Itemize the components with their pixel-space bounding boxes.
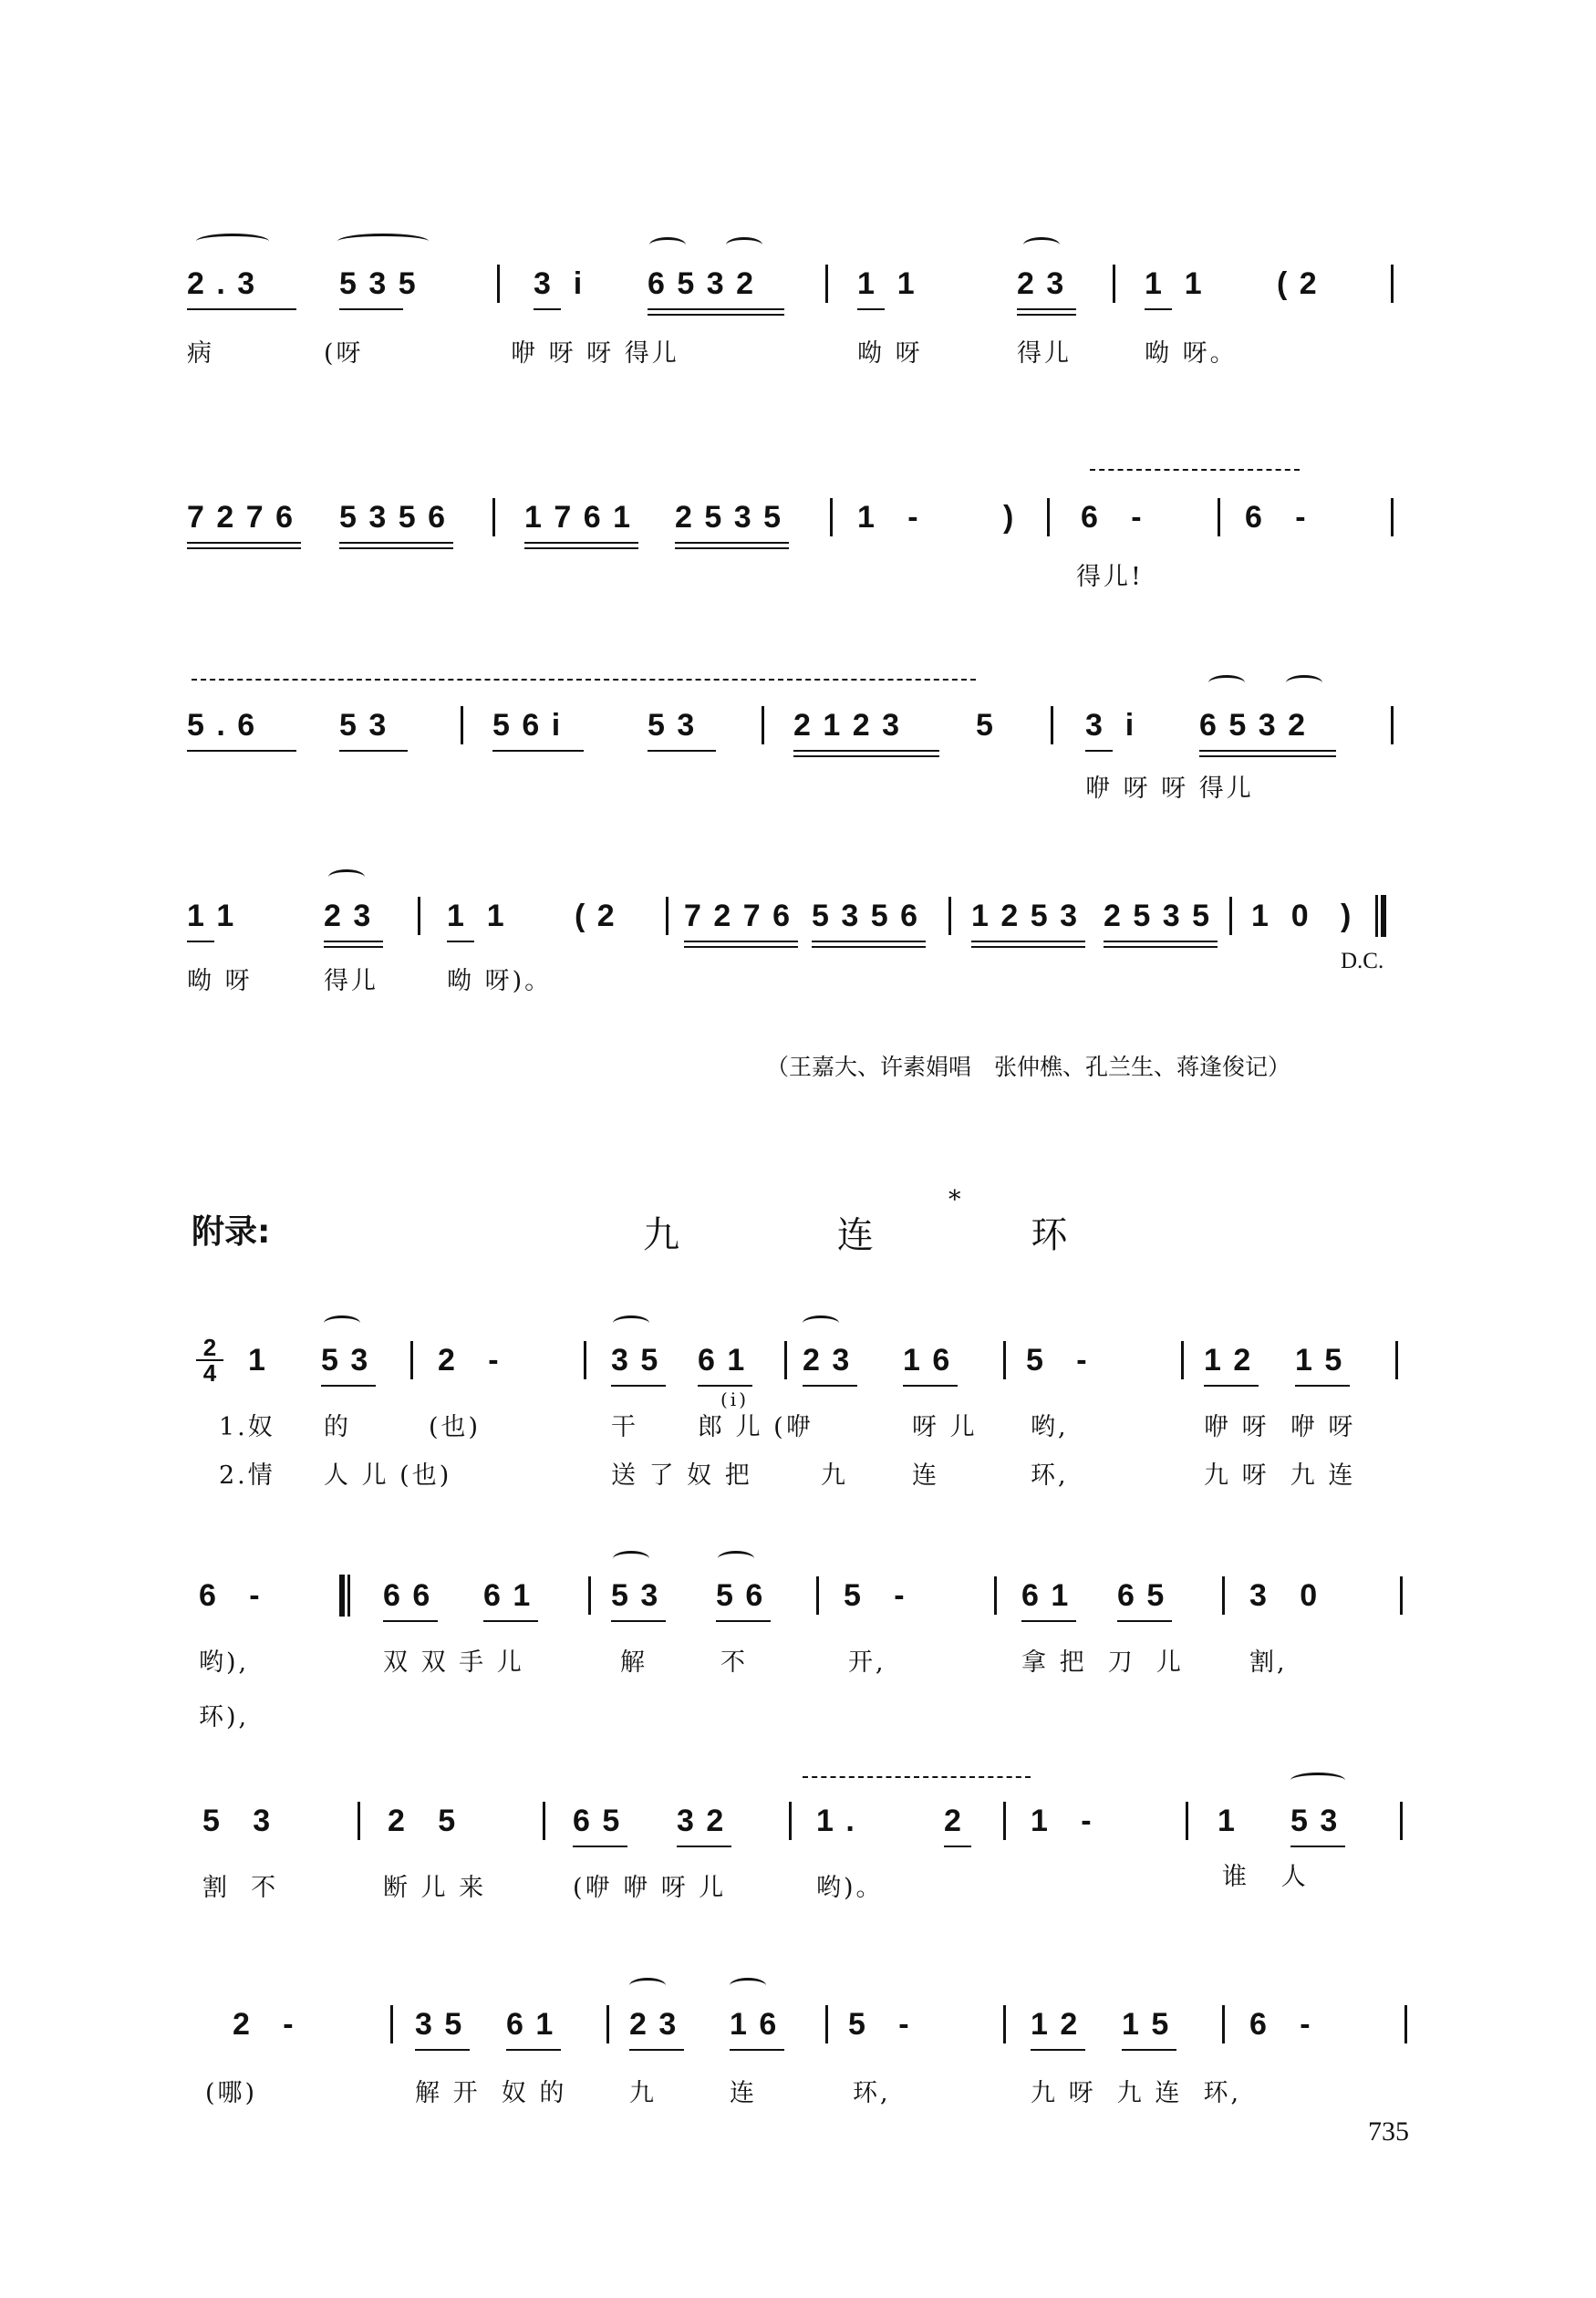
lyric-verse1: (也): [429, 1413, 482, 1441]
barline: [1229, 897, 1232, 935]
barline: [666, 897, 668, 935]
barline: [1400, 1576, 1403, 1615]
underline: [506, 2049, 561, 2051]
note-group: 5 3 5 6: [339, 500, 447, 535]
barline: [1400, 1802, 1403, 1840]
underline: [1017, 308, 1076, 310]
lyric-verse1: 双 双 手 儿: [383, 1648, 524, 1677]
slur: [803, 1315, 839, 1331]
lyric-verse1: 割,: [1249, 1648, 1288, 1677]
underline: [1021, 1620, 1076, 1622]
note-group: 3 2: [677, 1804, 726, 1838]
note-group: 1 1: [1145, 266, 1204, 301]
underline: [1085, 750, 1113, 752]
slur-dashed: [803, 1776, 1031, 1778]
note-group: 6 1: [506, 2007, 555, 2042]
lyric-verse1: 咿 呀 咿 呀: [1204, 1413, 1356, 1441]
lyric: 病: [187, 339, 214, 368]
lyric: 得儿: [324, 967, 378, 995]
lyric: 九 呀 九 连 环,: [1031, 2079, 1242, 2107]
barline: [1186, 1802, 1188, 1840]
note-group: 1 .: [816, 1804, 856, 1838]
note-group: 5 3 5: [339, 266, 418, 301]
note-group: 5 3: [1290, 1804, 1340, 1838]
underline: [339, 750, 408, 752]
barline: [1391, 498, 1394, 536]
underline: [339, 308, 403, 310]
barline: [358, 1802, 360, 1840]
barline: [1113, 265, 1115, 303]
barline: [825, 265, 828, 303]
note-group: 2 3: [1017, 266, 1066, 301]
note-group: 1 6: [730, 2007, 779, 2042]
slur: [196, 234, 269, 249]
note-group: ( 2: [575, 899, 617, 933]
underline: [1017, 314, 1076, 316]
note-group: 1: [1218, 1804, 1237, 1838]
lyric: 谁 人: [1222, 1863, 1309, 1891]
underline: [1290, 1846, 1345, 1847]
barline: [825, 2005, 828, 2043]
underline: [812, 941, 926, 942]
underline: [971, 941, 1085, 942]
note-group: 6 5: [1117, 1578, 1166, 1613]
slur: [718, 1551, 754, 1566]
underline: [857, 308, 885, 310]
underline: [339, 547, 453, 549]
underline: [611, 1620, 666, 1622]
underline: [187, 750, 296, 752]
note-group: 6 1: [483, 1578, 533, 1613]
note-group: 6 -: [1249, 2007, 1312, 2042]
barline: [784, 1341, 787, 1379]
barline: [948, 897, 951, 935]
note-group: 6 6: [383, 1578, 432, 1613]
underline: [524, 542, 638, 544]
note-group: 5 6 i: [492, 708, 563, 743]
note-group: 1 0: [1251, 899, 1311, 933]
underline: [1295, 1385, 1350, 1387]
underline: [573, 1846, 627, 1847]
barline: [1391, 706, 1394, 744]
note-group: 3 0: [1249, 1578, 1320, 1613]
barline: [1181, 1341, 1184, 1379]
slur: [324, 1315, 360, 1331]
note-group: 2 . 3: [187, 266, 257, 301]
slur: [337, 234, 429, 249]
note-group: 5 3: [202, 1804, 273, 1838]
underline: [187, 547, 301, 549]
note-group: 3 i: [1085, 708, 1136, 743]
barline: [606, 2005, 609, 2043]
lyric: 呦 呀: [857, 339, 923, 368]
underline: [971, 946, 1085, 948]
lyric-verse1: 1.奴: [219, 1413, 275, 1441]
note-group: 5 3: [321, 1343, 370, 1378]
time-signature-top: 2: [202, 1334, 217, 1361]
barline: [830, 498, 833, 536]
underline: [684, 946, 798, 948]
note-group: 1 5: [1122, 2007, 1171, 2042]
time-signature: [196, 1334, 223, 1387]
note-group: ): [1003, 500, 1016, 535]
note-group: 2 3: [803, 1343, 852, 1378]
annotation: (i): [720, 1388, 750, 1410]
start-repeat-sign: [337, 1575, 350, 1617]
note-group: 5 3 5 6: [812, 899, 919, 933]
slur: [649, 237, 686, 253]
note-group: 6 5 3 2: [1199, 708, 1307, 743]
note-group: 1 1: [447, 899, 506, 933]
barline: [1391, 265, 1394, 303]
lyric: 环,: [853, 2079, 891, 2107]
slur-dashed: [192, 679, 976, 681]
barline: [543, 1802, 545, 1840]
note-group: 6 5 3 2: [648, 266, 755, 301]
underline: [1145, 308, 1172, 310]
underline: [483, 1620, 538, 1622]
note-group: 6 -: [1245, 500, 1308, 535]
note-group: 6 -: [199, 1578, 262, 1613]
barline: [584, 1341, 586, 1379]
underline: [321, 1385, 376, 1387]
note-group: 1 -: [1031, 1804, 1093, 1838]
underline: [812, 946, 926, 948]
lyric-verse2: 连: [912, 1461, 939, 1490]
lyric-verse1: 呀 儿: [912, 1413, 978, 1441]
lyric: 九: [629, 2079, 657, 2107]
note-group: 7 2 7 6: [187, 500, 295, 535]
note-group: 5: [976, 708, 995, 743]
note-group: 3 i: [534, 266, 585, 301]
underline: [1104, 941, 1218, 942]
barline: [1222, 1576, 1225, 1615]
note-group: 5 3: [611, 1578, 660, 1613]
underline: [677, 1846, 731, 1847]
barline: [1222, 2005, 1225, 2043]
note-group: 7 2 7 6: [684, 899, 792, 933]
barline: [1003, 1341, 1006, 1379]
lyric: 断 儿 来: [383, 1874, 487, 1902]
barline: [1404, 2005, 1407, 2043]
time-signature-bottom: 4: [202, 1359, 217, 1387]
lyric-verse2: 九: [821, 1461, 848, 1490]
underline: [447, 941, 474, 942]
note-group: 5 6: [716, 1578, 765, 1613]
underline: [1104, 946, 1218, 948]
note-group: 2 -: [438, 1343, 501, 1378]
lyric: 呦 呀: [187, 967, 253, 995]
underline: [1199, 750, 1336, 752]
underline: [383, 1620, 438, 1622]
underline: [339, 542, 453, 544]
note-group: 2 5 3 5: [1104, 899, 1211, 933]
underline: [803, 1385, 857, 1387]
barline: [1003, 2005, 1006, 2043]
underline: [1199, 755, 1336, 757]
underline: [324, 946, 383, 948]
note-group: 6 1: [1021, 1578, 1071, 1613]
underline: [324, 941, 383, 942]
lyric-verse1: 不: [720, 1648, 748, 1677]
dc-marking: D.C.: [1341, 949, 1384, 973]
slur: [1208, 675, 1245, 691]
barline: [994, 1576, 997, 1615]
note-group: 2 3: [629, 2007, 679, 2042]
note-group: 6 1: [698, 1343, 747, 1378]
lyric: 割 不: [202, 1874, 279, 1902]
barline: [390, 2005, 393, 2043]
appendix-label: 附录:: [192, 1213, 271, 1251]
underline: [629, 2049, 684, 2051]
underline: [1122, 2049, 1176, 2051]
underline: [492, 750, 584, 752]
underline: [698, 1385, 752, 1387]
underline: [611, 1385, 666, 1387]
note-group: 3 5: [415, 2007, 464, 2042]
barline: [1218, 498, 1220, 536]
lyric: 呦 呀)。: [447, 967, 553, 995]
note-group: 2 5 3 5: [675, 500, 782, 535]
lyric-verse2: 环),: [199, 1703, 250, 1731]
note-group: 6 -: [1081, 500, 1144, 535]
note-group: 5 . 6: [187, 708, 257, 743]
barline: [492, 498, 495, 536]
slur: [730, 1978, 766, 1993]
note-group: 1 2: [1204, 1343, 1253, 1378]
lyric-verse2: 九 呀 九 连: [1204, 1461, 1356, 1490]
slur: [328, 869, 365, 885]
slur: [613, 1315, 649, 1331]
underline: [675, 542, 789, 544]
end-repeat-sign: [1375, 895, 1388, 937]
lyric-verse2: 人 儿 (也): [324, 1461, 452, 1490]
underline: [187, 542, 301, 544]
underline: [944, 1846, 971, 1847]
lyric-verse1: 解: [620, 1648, 648, 1677]
note-group: 2 1 2 3: [793, 708, 901, 743]
lyric-verse2: 2.情: [219, 1461, 275, 1490]
lyric: 连: [730, 2079, 757, 2107]
note-group: 1: [248, 1343, 267, 1378]
underline: [903, 1385, 958, 1387]
barline: [1047, 498, 1050, 536]
slur: [726, 237, 762, 253]
song-title: 九 连 环: [643, 1214, 1141, 1256]
underline: [648, 314, 784, 316]
slur: [1290, 1773, 1345, 1788]
note-group: 1 2 5 3: [971, 899, 1079, 933]
underline: [415, 2049, 470, 2051]
lyric: (呀: [324, 339, 364, 368]
note-group: 2 -: [233, 2007, 295, 2042]
title-footnote-mark: *: [948, 1186, 964, 1214]
lyric: 得儿: [1017, 339, 1072, 368]
note-group: 5 -: [844, 1578, 907, 1613]
lyric: 呦 呀。: [1145, 339, 1238, 368]
lyric-verse2: 送 了 奴 把: [611, 1461, 752, 1490]
lyric-verse2: 环,: [1031, 1461, 1069, 1490]
lyric-verse1: 的: [324, 1413, 351, 1441]
barline: [1051, 706, 1053, 744]
note-group: 1 -: [857, 500, 920, 535]
slur: [1023, 237, 1060, 253]
lyric-verse1: 哟),: [199, 1648, 250, 1677]
lyric-verse1: 郎 儿 (咿: [698, 1413, 814, 1441]
barline: [588, 1576, 591, 1615]
underline: [684, 941, 798, 942]
barline: [816, 1576, 819, 1615]
underline: [1204, 1385, 1259, 1387]
underline: [648, 308, 784, 310]
lyric-verse1: 哟,: [1031, 1413, 1069, 1441]
note-group: 5 3: [648, 708, 697, 743]
note-group: 5 3: [339, 708, 389, 743]
barline: [1395, 1341, 1398, 1379]
barline: [1003, 1802, 1006, 1840]
barline: [418, 897, 420, 935]
lyric-verse1: 开,: [848, 1648, 886, 1677]
note-group: 5 -: [848, 2007, 911, 2042]
underline: [793, 750, 939, 752]
underline: [793, 755, 939, 757]
slur: [613, 1551, 649, 1566]
note-group: 2 3: [324, 899, 373, 933]
underline: [730, 2049, 784, 2051]
note-group: 1 5: [1295, 1343, 1344, 1378]
underline: [675, 547, 789, 549]
underline: [524, 547, 638, 549]
barline: [762, 706, 764, 744]
underline: [187, 308, 296, 310]
underline: [716, 1620, 771, 1622]
lyric: 咿 呀 呀 得儿: [511, 339, 679, 368]
underline: [1117, 1620, 1172, 1622]
slur: [629, 1978, 666, 1993]
note-group: 2: [944, 1804, 963, 1838]
note-group: ): [1341, 899, 1353, 933]
barline: [497, 265, 500, 303]
note-group: 2 5: [388, 1804, 458, 1838]
note-group: 1 1: [857, 266, 917, 301]
lyric-verse1: 干: [611, 1413, 638, 1441]
note-group: 5 -: [1026, 1343, 1089, 1378]
underline: [648, 750, 716, 752]
note-group: 1 7 6 1: [524, 500, 632, 535]
note-group: 3 5: [611, 1343, 660, 1378]
note-group: ( 2: [1277, 266, 1319, 301]
lyric: 解 开 奴 的: [415, 2079, 567, 2107]
note-group: 1 6: [903, 1343, 952, 1378]
barline: [461, 706, 463, 744]
lyric: (咿 咿 呀 儿: [573, 1874, 727, 1902]
transcription-credit: （王嘉大、许素娟唱 张仲樵、孔兰生、蒋逢俊记）: [766, 1054, 1291, 1080]
lyric: 咿 呀 呀 得儿: [1085, 775, 1254, 803]
underline: [1031, 2049, 1085, 2051]
barline: [789, 1802, 792, 1840]
lyric: 得儿!: [1076, 563, 1144, 591]
note-group: 1 2: [1031, 2007, 1080, 2042]
note-group: 1 1: [187, 899, 236, 933]
lyric: (哪): [205, 2079, 258, 2107]
page-number: 735: [1368, 2116, 1409, 2147]
slur-dashed: [1090, 469, 1300, 471]
underline: [187, 941, 214, 942]
slur: [1286, 675, 1322, 691]
underline: [534, 308, 561, 310]
barline: [410, 1341, 413, 1379]
lyric-verse1: 拿 把 刀 儿: [1021, 1648, 1184, 1677]
lyric: 哟)。: [816, 1874, 884, 1902]
note-group: 6 5: [573, 1804, 622, 1838]
